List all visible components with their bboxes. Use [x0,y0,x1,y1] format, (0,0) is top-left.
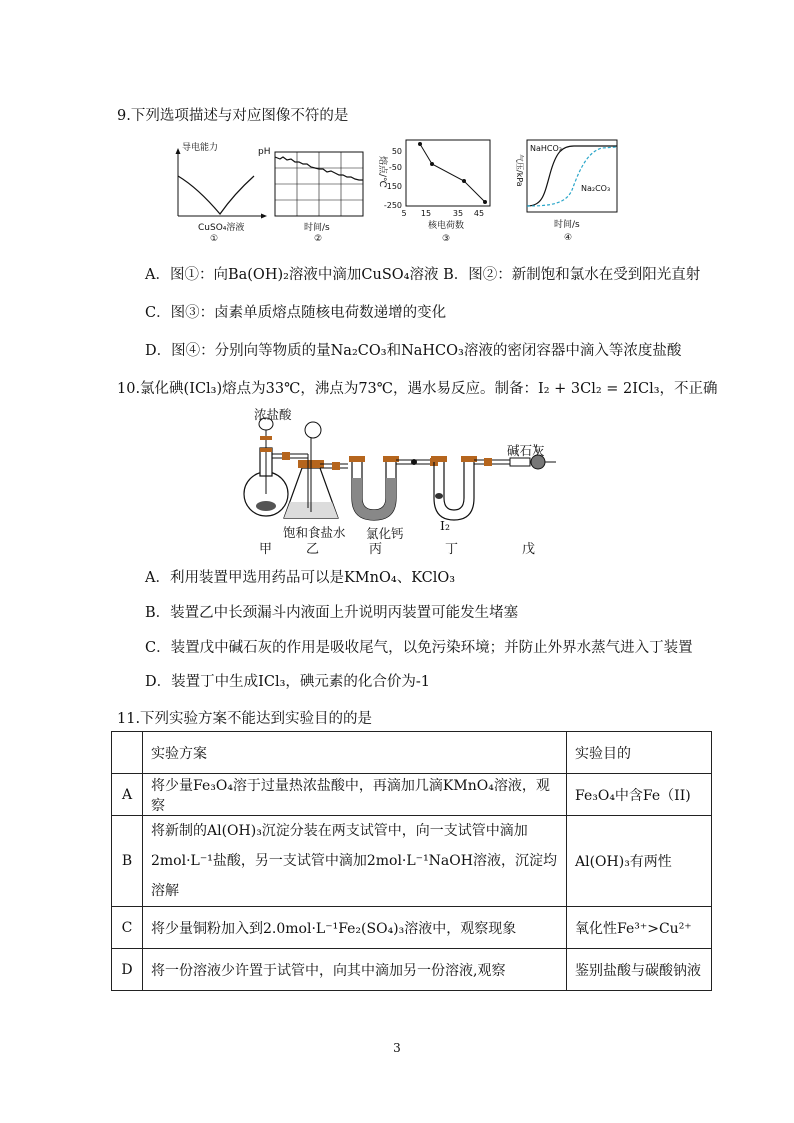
device-bing: 丙 [369,542,383,557]
header-plan: 实验方案 [143,732,567,774]
apparatus-diagram [238,404,558,534]
row-goal: Al(OH)₃有两性 [567,816,712,907]
label-conc-hcl: 浓盐酸 [254,407,292,422]
graph-4 [510,134,630,244]
q10-option-d: D．装置丁中生成ICl₃，碘元素的化合价为-1 [145,674,431,690]
row-plan-line-2: 2mol·L⁻¹盐酸，另一支试管中滴加2mol·L⁻¹NaOH溶液，沉淀均溶解 [151,853,557,899]
graph-1 [168,140,271,244]
row-plan [143,816,567,907]
svg-text:45: 45 [473,209,485,218]
table-row [112,774,712,816]
graph2-ylabel: pH [258,147,271,157]
device-ding: 丁 [445,542,459,557]
row-goal: 氧化性Fe³⁺>Cu²⁺ [567,907,712,949]
graph4-series-a: NaHCO₃ [530,144,562,153]
row-key: C [112,907,143,949]
q9-option-d: D．图④：分别向等物质的量Na₂CO₃和NaHCO₃溶液的密闭容器中滴入等浓度盐酸 [145,343,682,359]
svg-text:15: 15 [420,209,432,218]
graph3-xlabel: 核电荷数 [428,221,465,231]
header-blank-cell [112,732,143,774]
row-goal: 鉴别盐酸与碳酸钠液 [567,949,712,991]
device-jia: 甲 [259,542,273,557]
label-cacl2: 氯化钙 [366,526,404,541]
table-row [112,949,712,991]
graph4-ylabel: 气压/kPa [515,154,524,187]
table-header-row [112,732,712,774]
table-row [112,907,712,949]
page-number: 3 [393,1041,401,1055]
svg-text:35: 35 [452,209,464,218]
graph2-num: ② [314,234,323,244]
row-plan: 将一份溶液少许置于试管中，向其中滴加另一份溶液,观察 [143,949,567,991]
q9-stem: 9.下列选项描述与对应图像不符的是 [117,108,349,124]
row-plan: 将少量Fe₃O₄溶于过量热浓盐酸中，再滴加几滴KMnO₄溶液，观察 [143,774,567,816]
svg-text:-50: -50 [388,163,402,172]
svg-text:-250: -250 [383,201,402,210]
header-goal: 实验目的 [567,732,712,774]
q10-option-b: B．装置乙中长颈漏斗内液面上升说明丙装置可能发生堵塞 [145,605,519,621]
row-goal: Fe₃O₄中含Fe（II) [567,774,712,816]
row-key: D [112,949,143,991]
q10-option-c: C．装置戊中碱石灰的作用是吸收尾气，以免污染环境；并防止外界水蒸气进入丁装置 [145,640,693,656]
row-key: A [112,774,143,816]
q9-option-c: C．图③：卤素单质熔点随核电荷数递增的变化 [145,305,447,321]
device-yi: 乙 [306,542,320,557]
label-brine: 饱和食盐水 [283,525,346,540]
q10-option-a: A．利用装置甲选用药品可以是KMnO₄、KClO₃ [145,570,456,586]
svg-text:50: 50 [391,147,402,156]
label-soda-lime: 碱石灰 [507,443,545,458]
graph2-xlabel: 时间/s [304,223,330,233]
device-wu: 戊 [522,542,536,557]
row-key: B [112,816,143,907]
graph-3 [368,134,508,244]
row-plan-line-1: 将新制的Al(OH)₃沉淀分装在两支试管中，向一支试管中滴加 [151,823,528,839]
experiment-table [111,731,712,991]
graph3-num: ③ [442,234,451,244]
svg-text:5: 5 [401,209,407,218]
graph4-xlabel: 时间/s [554,220,580,230]
graph3-ylabel: 熔点/℃ [377,156,387,188]
q9-option-a: A．图①：向Ba(OH)₂溶液中滴加CuSO₄溶液 B．图②：新制饱和氯水在受到阳光直射 [145,267,701,283]
graph4-num: ④ [564,233,573,243]
row-plan: 将少量铜粉加入到2.0mol·L⁻¹Fe₂(SO₄)₃溶液中，观察现象 [143,907,567,949]
graph1-xlabel: CuSO₄溶液 [198,223,245,233]
svg-text:-150: -150 [383,182,402,191]
graph-2 [258,140,378,244]
graph4-series-b: Na₂CO₃ [581,184,611,193]
q10-stem: 10.氯化碘(ICl₃)熔点为33℃，沸点为73℃，遇水易反应。制备：I₂ + 3Cl₂ = 2ICl₃，不正确 [117,381,718,397]
label-i2: I₂ [440,518,450,533]
table-row [112,816,712,907]
graph1-num: ① [210,234,219,244]
q11-stem: 11.下列实验方案不能达到实验目的的是 [117,711,373,727]
graph1-ylabel: 导电能力 [182,143,219,153]
